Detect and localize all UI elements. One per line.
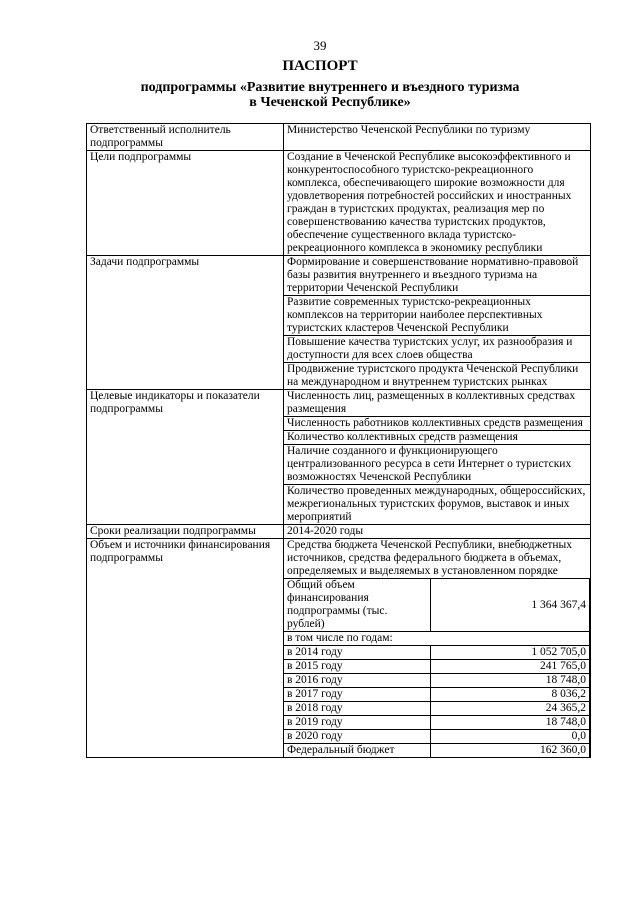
row-tasks xyxy=(87,256,591,390)
financing-year-row xyxy=(284,660,590,674)
task-item: Развитие современных туристско-рекреационных комплексов на территории наиболее перспективных туристских кластеров Чеченской Республики xyxy=(284,295,590,335)
subtitle-line-1: подпрограммы «Развитие внутреннего и въездного туризма xyxy=(140,80,520,95)
year-value: 18 748,0 xyxy=(431,674,590,688)
terms-value: 2014-2020 годы xyxy=(284,525,591,539)
indicator-item: Количество проведенных международных, общероссийских, межрегиональных туристских форумов, выставок и иных мероприятий xyxy=(284,484,590,524)
financing-sources: Средства бюджета Чеченской Республики, внебюджетных источников, средства федерального бюджета в объемах, определяемых и выделяемых в установленном порядке xyxy=(287,539,572,577)
financing-year-row xyxy=(284,646,590,660)
financing-by-years-label: в том числе по годам: xyxy=(284,632,590,646)
indicators-label: Целевые индикаторы и показатели подпрограммы xyxy=(87,390,284,525)
financing-year-row xyxy=(284,674,590,688)
row-indicators xyxy=(87,390,591,525)
task-item: Продвижение туристского продукта Чеченской Республики на международном и внутреннем туристских рынках xyxy=(284,362,590,389)
financing-table xyxy=(283,578,590,758)
indicator-item: Численность работников коллективных средств размещения xyxy=(284,416,590,430)
row-goals xyxy=(87,151,591,256)
indicator-item: Численность лиц, размещенных в коллективных средствах размещения xyxy=(287,390,576,415)
document-title: ПАСПОРТ xyxy=(282,58,358,74)
subtitle-line-2: в Чеченской Республике» xyxy=(249,95,411,110)
task-item: Формирование и совершенствование нормативно-правовой базы развития внутреннего и въездного туризма на территории Чеченской Республики xyxy=(287,256,579,294)
financing-year-row xyxy=(284,730,590,744)
financing-label: Объем и источники финансирования подпрограммы xyxy=(87,539,284,758)
year-value: 18 748,0 xyxy=(431,716,590,730)
financing-total-row xyxy=(284,579,590,632)
financing-by-years-row xyxy=(284,632,590,646)
year-value: 1 052 705,0 xyxy=(431,646,590,660)
document-subtitle xyxy=(120,80,540,110)
page-number: 39 xyxy=(313,38,327,53)
year-value: 8 036,2 xyxy=(431,688,590,702)
financing-total-value: 1 364 367,4 xyxy=(431,579,590,632)
financing-year-row xyxy=(284,716,590,730)
year-label: в 2020 году xyxy=(284,730,431,744)
row-responsible xyxy=(87,124,591,151)
federal-budget-label: Федеральный бюджет xyxy=(284,744,431,758)
year-value: 24 365,2 xyxy=(431,702,590,716)
year-label: в 2018 году xyxy=(284,702,431,716)
financing-total-label: Общий объем финансирования подпрограммы (тыс. рублей) xyxy=(284,579,431,632)
responsible-label: Ответственный исполнитель подпрограммы xyxy=(87,124,284,151)
goals-value: Создание в Чеченской Республике высокоэффективного и конкурентоспособного туристско-рекреационного комплекса, обеспечивающего широкие возможности для удовлетворения потребностей российских и иностранных граждан в туристских продуктах, реализация мер по совершенствованию качества туристских продуктов, обеспечение существенного вклада туристско-рекреационного комплекса в экономику республики xyxy=(284,151,591,256)
tasks-list xyxy=(284,256,591,390)
row-terms xyxy=(87,525,591,539)
financing-year-row xyxy=(284,688,590,702)
terms-label: Сроки реализации подпрограммы xyxy=(87,525,284,539)
financing-federal-row xyxy=(284,744,590,758)
year-label: в 2016 году xyxy=(284,674,431,688)
indicator-item: Наличие созданного и функционирующего централизованного ресурса в сети Интернет о туристских возможностях Чеченской Республики xyxy=(284,444,590,484)
year-value: 0,0 xyxy=(431,730,590,744)
year-value: 241 765,0 xyxy=(431,660,590,674)
task-item: Повышение качества туристских услуг, их разнообразия и доступности для всех слоев общества xyxy=(284,335,590,362)
responsible-value: Министерство Чеченской Республики по туризму xyxy=(284,124,591,151)
financing-year-row xyxy=(284,702,590,716)
indicator-item: Количество коллективных средств размещения xyxy=(284,430,590,444)
passport-table xyxy=(86,123,591,758)
federal-budget-value: 162 360,0 xyxy=(431,744,590,758)
indicators-list xyxy=(284,390,591,525)
year-label: в 2019 году xyxy=(284,716,431,730)
goals-label: Цели подпрограммы xyxy=(87,151,284,256)
year-label: в 2014 году xyxy=(284,646,431,660)
year-label: в 2015 году xyxy=(284,660,431,674)
tasks-label: Задачи подпрограммы xyxy=(87,256,284,390)
financing-cell xyxy=(284,539,591,758)
row-financing xyxy=(87,539,591,758)
year-label: в 2017 году xyxy=(284,688,431,702)
